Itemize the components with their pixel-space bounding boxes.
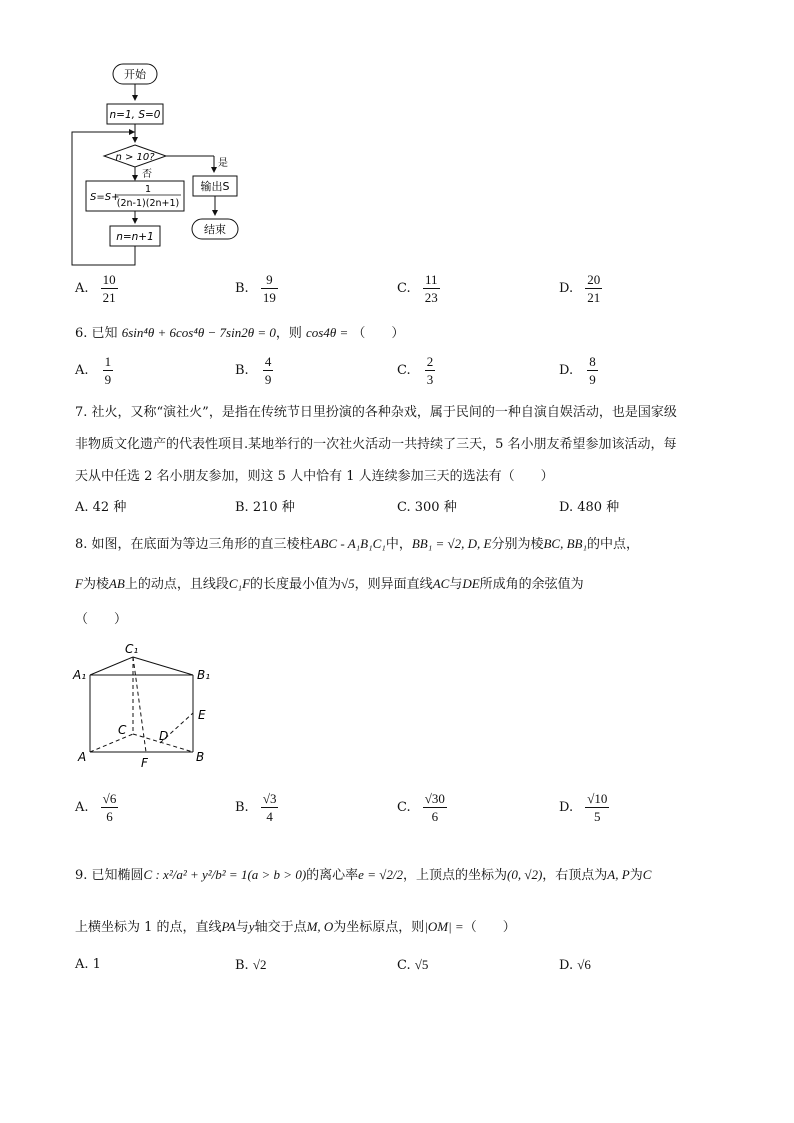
q9-option-b[interactable]: B. √2 bbox=[235, 957, 267, 973]
flowchart bbox=[60, 55, 260, 270]
q8-option-d[interactable]: D. $\frac{√10}{5}$ bbox=[559, 791, 608, 824]
q8-option-c[interactable]: C. $\frac{√30}{6}$ bbox=[397, 791, 445, 824]
label-c: C bbox=[118, 723, 127, 737]
q6-option-a[interactable]: A. $\frac{1}{9}$ bbox=[75, 354, 112, 387]
q5-option-b[interactable]: B. $\frac{9}{19}$ bbox=[235, 272, 276, 305]
q6-option-b[interactable]: B. $\frac{4}{9}$ bbox=[235, 354, 272, 387]
q6-target: cos4θ = bbox=[306, 325, 349, 340]
label-b: B bbox=[196, 750, 205, 764]
q5-option-d[interactable]: D. $\frac{20}{21}$ bbox=[559, 272, 601, 305]
flow-end-label: 结束 bbox=[204, 223, 226, 236]
flow-start-label: 开始 bbox=[124, 68, 146, 81]
q9-option-d[interactable]: D. √6 bbox=[559, 957, 591, 973]
prism-figure bbox=[70, 638, 220, 773]
flow-decision-label: n > 10? bbox=[115, 152, 155, 163]
flow-update-left: S=S+ bbox=[90, 192, 120, 203]
q8-option-b[interactable]: B. $\frac{√3}{4}$ bbox=[235, 791, 277, 824]
flow-yes-label: 是 bbox=[218, 158, 228, 169]
q6-expression: 6sin⁴θ + 6cos⁴θ − 7sin2θ = 0 bbox=[121, 325, 276, 340]
label-d: D bbox=[159, 729, 169, 743]
q7-line-1: 7. 社火，又称“演社火”，是指在传统节日里扮演的各种杂戏，属于民间的一种自演自娱活动，也是国家级 bbox=[75, 405, 677, 420]
q8-line-2: F为棱AB上的动点，且线段C₁F的长度最小值为√5，则异面直线AC与DE所成角的余弦值为 bbox=[75, 576, 584, 592]
q8-line-3: （ ） bbox=[75, 612, 128, 627]
flow-init-label: n=1, S=0 bbox=[109, 109, 161, 121]
q5-a-den: 21 bbox=[102, 290, 116, 305]
label-a1: A₁ bbox=[73, 668, 87, 682]
q5-a-num: 10 bbox=[102, 272, 116, 287]
q9-line-1: 9. 已知椭圆C : x²/a² + y²/b² = 1(a > b > 0)的离心率e = √2/2，上顶点的坐标为(0, √2)，右顶点为A, P为C bbox=[75, 867, 652, 883]
q7-option-b[interactable]: B. 210 种 bbox=[235, 500, 295, 515]
q8-option-a[interactable]: A. $\frac{√6}{6}$ bbox=[75, 791, 117, 824]
q5-option-a[interactable]: A. $\frac{10}{21}$ bbox=[75, 272, 116, 305]
q5-option-c[interactable]: C. $\frac{11}{23}$ bbox=[397, 272, 438, 305]
q6-option-d[interactable]: D. $\frac{8}{9}$ bbox=[559, 354, 596, 387]
q6-question: 6. 已知 6sin⁴θ + 6cos⁴θ − 7sin2θ = 0，则 cos4θ = （ ） bbox=[75, 325, 405, 341]
q7-option-c[interactable]: C. 300 种 bbox=[397, 500, 457, 515]
flow-output-label: 输出S bbox=[200, 180, 230, 193]
label-b1: B₁ bbox=[197, 668, 211, 682]
label-c1: C₁ bbox=[125, 642, 139, 656]
q9-option-c[interactable]: C. √5 bbox=[397, 957, 429, 973]
q6-option-c[interactable]: C. $\frac{2}{3}$ bbox=[397, 354, 434, 387]
flow-update-num: 1 bbox=[144, 184, 152, 195]
q8-line-1: 8. 如图，在底面为等边三角形的直三棱柱ABC - A₁B₁C₁中，BB₁ = √2, D, E分别为棱BC, BB₁的中点， bbox=[75, 536, 640, 552]
q9-line-2: 上横坐标为 1 的点，直线PA与y轴交于点M, O为坐标原点，则|OM| =（ ） bbox=[75, 919, 516, 935]
label-e: E bbox=[198, 708, 206, 722]
label-f: F bbox=[141, 756, 148, 770]
flow-no-label: 否 bbox=[142, 169, 152, 180]
q9-option-a[interactable]: A. 1 bbox=[75, 957, 101, 972]
flow-update-den: (2n-1)(2n+1) bbox=[116, 198, 180, 209]
q9-ellipse: C : x²/a² + y²/b² = 1(a > b > 0) bbox=[143, 867, 307, 882]
q7-option-a[interactable]: A. 42 种 bbox=[75, 500, 127, 515]
q7-line-3: 天从中任选 2 名小朋友参加，则这 5 人中恰有 1 人连续参加三天的选法有（ ） bbox=[75, 469, 554, 484]
label-a: A bbox=[78, 750, 87, 764]
flow-incr-label: n=n+1 bbox=[116, 231, 154, 243]
q7-option-d[interactable]: D. 480 种 bbox=[559, 500, 620, 515]
q7-line-2: 非物质文化遗产的代表性项目.某地举行的一次社火活动一共持续了三天，5 名小朋友希望参加该活动，每 bbox=[75, 437, 677, 452]
